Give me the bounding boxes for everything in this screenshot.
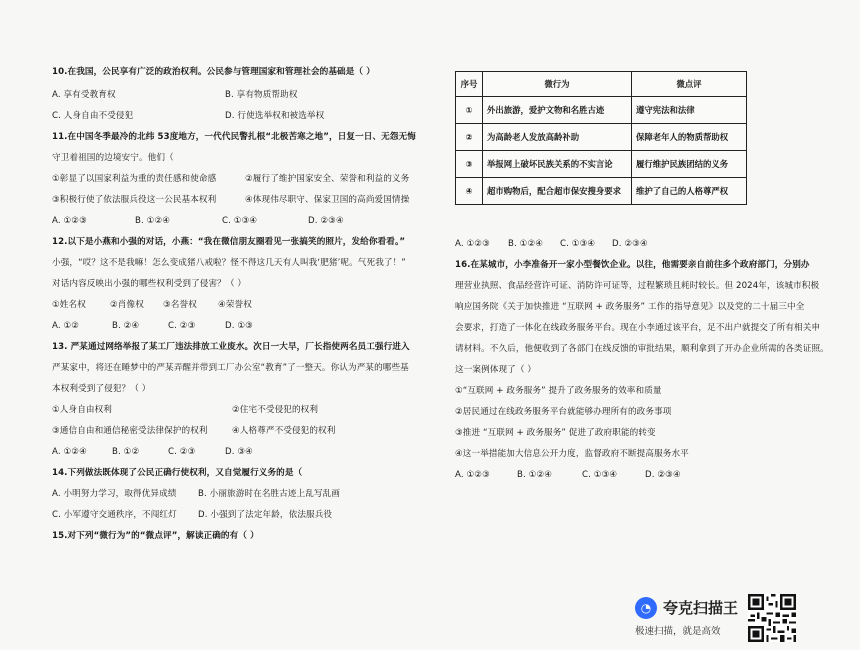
- table-cell-behavior: 举报网上破坏民族关系的不实言论: [483, 151, 632, 178]
- question-text-line: B. ①②: [112, 447, 140, 457]
- question-text-line: 严某家中，将还在睡梦中的严某弄醒并带到工厂办公室“教育”了一整天。你认为严某的哪些基: [52, 363, 409, 373]
- table-cell-behavior: 外出旅游，爱护文物和名胜古迹: [483, 97, 632, 124]
- question-text-line: B. 小丽旅游时在名胜古迹上乱写乱画: [198, 489, 341, 499]
- question-text-line: 这一案例体现了（ ）: [455, 365, 537, 375]
- table-cell-comment: 保障老年人的物质帮助权: [632, 124, 747, 151]
- question-text-line: ④人格尊严不受侵犯的权利: [232, 426, 336, 436]
- qr-code-icon: [748, 594, 796, 642]
- question-text-line: A. ①②④: [52, 447, 87, 457]
- table-header-cell: 微点评: [632, 72, 747, 97]
- question-text-line: 守卫着祖国的边境安宁。他们（: [52, 153, 174, 163]
- table-header-cell: 微行为: [483, 72, 632, 97]
- question-text-line: D. 行使选举权和被选举权: [225, 111, 325, 121]
- question-text-line: 11.在中国冬季最冷的北纬 53度地方，一代代民警扎根“北极苦寒之地”，日复一日、无怨无悔: [52, 132, 416, 142]
- question-text-line: ①姓名权: [52, 300, 86, 310]
- question-text-line: B. ①②④: [517, 470, 553, 480]
- question-text-line: ③通信自由和通信秘密受法律保护的权利: [52, 426, 208, 436]
- question-text-line: D. ②③④: [308, 216, 344, 226]
- question-text-line: D. ③④: [225, 447, 253, 457]
- scanner-logo-icon: ◔: [635, 597, 657, 619]
- question-text-line: 会要求，打造了一体化在线政务服务平台。现在小李通过该平台，足不出户就提交了所有相关申: [455, 323, 821, 333]
- question-text-line: 本权利受到了侵犯？（ ）: [52, 384, 151, 394]
- question-text-line: ①人身自由权利: [52, 405, 112, 415]
- question-text-line: 10.在我国，公民享有广泛的政治权利。公民参与管理国家和管理社会的基础是（ ）: [52, 67, 375, 77]
- question-text-line: ①彰显了以国家利益为重的责任感和使命感: [52, 174, 217, 184]
- question-text-line: ②住宅不受侵犯的权利: [232, 405, 319, 415]
- question-text-line: A. ①②③: [455, 470, 490, 480]
- question-text-line: ②履行了维护国家安全、荣誉和利益的义务: [245, 174, 410, 184]
- question-text-line: A. ①②③: [455, 239, 490, 249]
- question-text-line: ③推进 “互联网 + 政务服务” 促进了政府职能的转变: [455, 428, 656, 438]
- question-text-line: A. ①②③: [52, 216, 87, 226]
- table-cell-number: ③: [456, 151, 483, 178]
- question-text-line: B. 享有物质帮助权: [225, 90, 298, 100]
- question-text-line: C. 人身自由不受侵犯: [52, 111, 134, 121]
- table-cell-behavior: 为高龄老人发放高龄补助: [483, 124, 632, 151]
- question-text-line: D. ①③: [225, 321, 253, 331]
- table-cell-number: ①: [456, 97, 483, 124]
- table-cell-comment: 履行维护民族团结的义务: [632, 151, 747, 178]
- table-header-row: [456, 72, 747, 97]
- question-text-line: ③名誉权: [163, 300, 197, 310]
- table-cell-comment: 维护了自己的人格尊严权: [632, 178, 747, 205]
- table-header-cell: 序号: [456, 72, 483, 97]
- question-text-line: 12.以下是小燕和小强的对话，小燕：“我在微信朋友圈看见一张搞笑的照片，发给你看看。”: [52, 237, 406, 247]
- question-text-line: 13. 严某通过网络举报了某工厂违法排放工业废水。次日一大早，厂长指使两名员工强行进入: [52, 342, 410, 352]
- question-text-line: 14.下列做法既体现了公民正确行使权利，又自觉履行义务的是（: [52, 468, 303, 478]
- question-text-line: ②肖像权: [110, 300, 144, 310]
- question-text-line: D. ②③④: [612, 239, 648, 249]
- question-text-line: ④这一举措能加大信息公开力度，监督政府不断提高服务水平: [455, 449, 689, 459]
- table-row: [456, 97, 747, 124]
- question-text-line: 15.对下列“微行为”的“微点评”，解读正确的有（ ）: [52, 531, 259, 541]
- table-cell-number: ②: [456, 124, 483, 151]
- table-cell-behavior: 超市购物后，配合超市保安搜身要求: [483, 178, 632, 205]
- question-text-line: ④荣誉权: [218, 300, 252, 310]
- table-row: [456, 151, 747, 178]
- question-text-line: C. ②③: [168, 447, 196, 457]
- question-text-line: 小强，“哎？这不是我嘛！怎么变成猪八戒啦？怪不得这几天有人叫我‘肥猪’呢。气死我了！”: [52, 258, 406, 268]
- question-text-line: 请材料。不久后，他便收到了各部门在线反馈的审批结果，顺利拿到了开办企业所需的各类证照。: [455, 344, 829, 354]
- question-text-line: C. ①③④: [560, 239, 596, 249]
- question-text-line: 16.在某城市，小李准备开一家小型餐饮企业。以往，他需要亲自前往多个政府部门，分别办: [455, 260, 810, 270]
- scanner-app-name: 夸克扫描王: [663, 599, 739, 617]
- question-text-line: ②居民通过在线政务服务平台就能够办理所有的政务事项: [455, 407, 672, 417]
- question-text-line: B. ①②④: [508, 239, 544, 249]
- question-text-line: C. ②③: [168, 321, 196, 331]
- table-cell-number: ④: [456, 178, 483, 205]
- table-row: [456, 124, 747, 151]
- question-text-line: D. ②③④: [645, 470, 681, 480]
- question-text-line: D. 小强到了法定年龄，依法服兵役: [198, 510, 333, 520]
- question-text-line: 理营业执照、食品经营许可证、消防许可证等，过程繁琐且耗时较长。但 2024年，该城市积极: [455, 281, 820, 291]
- table-cell-comment: 遵守宪法和法律: [632, 97, 747, 124]
- question-text-line: C. ①③④: [222, 216, 258, 226]
- question-text-line: 响应国务院《关于加快推进 “互联网 + 政务服务” 工作的指导意见》以及党的二十届三中全: [455, 302, 805, 312]
- question-text-line: B. ①②④: [135, 216, 171, 226]
- question-text-line: ①“互联网 + 政务服务” 提升了政务服务的效率和质量: [455, 386, 662, 396]
- question-text-line: ④体现伟尽职守、保家卫国的高尚爱国情操: [245, 195, 410, 205]
- question-text-line: A. 享有受教育权: [52, 90, 116, 100]
- scanner-tagline: 极速扫描，就是高效: [635, 626, 721, 637]
- question-text-line: A. ①②: [52, 321, 80, 331]
- question-text-line: ③积极行使了依法服兵役这一公民基本权利: [52, 195, 217, 205]
- question-text-line: C. 小军遵守交通秩序，不闯红灯: [52, 510, 177, 520]
- table-row: [456, 178, 747, 205]
- question-text-line: A. 小明努力学习，取得优异成绩: [52, 489, 177, 499]
- question-text-line: C. ①③④: [582, 470, 618, 480]
- question-text-line: 对话内容反映出小强的哪些权利受到了侵害？（ ）: [52, 279, 247, 289]
- micro-behavior-table: [455, 71, 747, 205]
- question-text-line: B. ②④: [112, 321, 140, 331]
